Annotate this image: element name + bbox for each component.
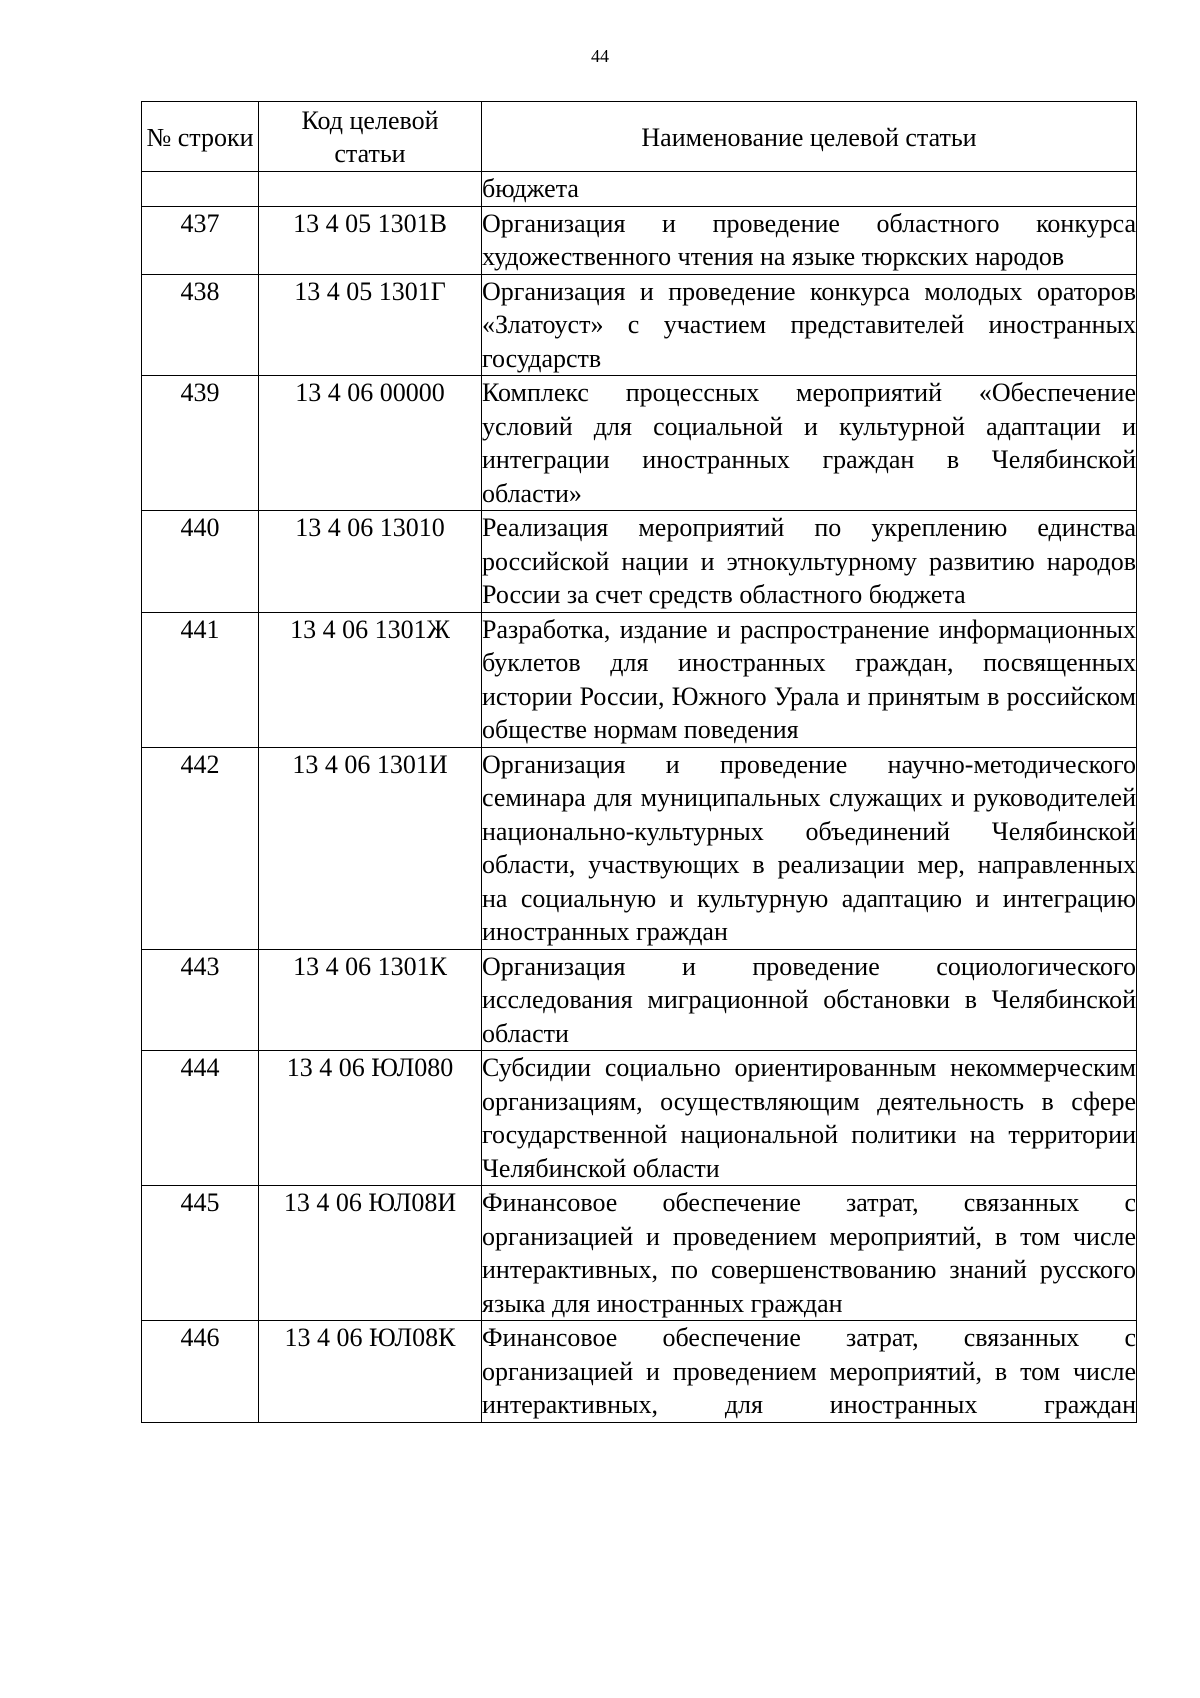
table-row <box>142 747 1137 949</box>
header-code: Код целевой статьи <box>259 102 482 172</box>
code-cell: 13 4 06 00000 <box>259 376 482 511</box>
name-cell <box>482 376 1137 511</box>
table-row <box>142 274 1137 376</box>
name-cell <box>482 274 1137 376</box>
continuation-row <box>142 172 1137 207</box>
page-number: 44 <box>591 46 609 66</box>
name-text: Организация и проведение социологического исследования миграционной обстановки в Челябинской области <box>482 951 1136 1048</box>
table-row <box>142 511 1137 613</box>
name-cell <box>482 206 1137 274</box>
target-articles-table <box>141 101 1137 1423</box>
row-number-cell: 438 <box>142 274 259 376</box>
row-number-cell: 439 <box>142 376 259 511</box>
name-text: Финансовое обеспечение затрат, связанных с организацией и проведением мероприятий, в том числе интерактивных, по совершенствованию знаний русского языка для иностранных граждан <box>482 1188 1136 1318</box>
code-cell: 13 4 05 1301В <box>259 206 482 274</box>
row-number-cell: 443 <box>142 949 259 1051</box>
table-row <box>142 949 1137 1051</box>
name-cell <box>482 1186 1137 1321</box>
name-cell <box>482 1051 1137 1186</box>
code-cell: 13 4 05 1301Г <box>259 274 482 376</box>
table-row <box>142 1186 1137 1321</box>
row-number-cell: 445 <box>142 1186 259 1321</box>
name-text: Организация и проведение научно-методического семинара для муниципальных служащих и руководителей национально-культурных объединений Челябинской области, участвующих в реализации мер, направленных на социальную и культурную адаптацию и интеграцию иностранных граждан <box>482 749 1136 946</box>
row-number-cell: 444 <box>142 1051 259 1186</box>
table-row <box>142 1051 1137 1186</box>
name-cell <box>482 511 1137 613</box>
continued-text: бюджета <box>482 172 1137 207</box>
row-number-cell: 437 <box>142 206 259 274</box>
code-cell: 13 4 06 13010 <box>259 511 482 613</box>
name-text: Организация и проведение конкурса молодых ораторов «Златоуст» с участием представителей иностранных государств <box>482 276 1136 373</box>
name-text: Реализация мероприятий по укреплению единства российской нации и этнокультурному развитию народов России за счет средств областного бюджета <box>482 513 1136 609</box>
table-header-row <box>142 102 1137 172</box>
name-text: Организация и проведение областного конкурса художественного чтения на языке тюркских народов <box>482 208 1136 271</box>
name-text: Комплекс процессных мероприятий «Обеспечение условий для социальной и культурной адаптации и интеграции иностранных граждан в Челябинской области» <box>482 378 1136 508</box>
table-row <box>142 376 1137 511</box>
code-cell: 13 4 06 ЮЛ08К <box>259 1321 482 1423</box>
header-name: Наименование целевой статьи <box>482 102 1137 172</box>
name-cell <box>482 1321 1137 1423</box>
name-text: Финансовое обеспечение затрат, связанных с организацией и проведением мероприятий, в том числе интерактивных, для иностранных граждан <box>482 1323 1136 1419</box>
code-cell: 13 4 06 1301К <box>259 949 482 1051</box>
table-row <box>142 206 1137 274</box>
row-number-cell: 440 <box>142 511 259 613</box>
code-cell: 13 4 06 ЮЛ08И <box>259 1186 482 1321</box>
name-cell <box>482 747 1137 949</box>
row-number-cell: 442 <box>142 747 259 949</box>
code-cell: 13 4 06 1301Ж <box>259 612 482 747</box>
name-text: Разработка, издание и распространение информационных буклетов для иностранных граждан, посвященных истории России, Южного Урала и принятым в российском обществе нормам поведения <box>482 614 1136 744</box>
table-row <box>142 612 1137 747</box>
name-cell <box>482 949 1137 1051</box>
name-cell <box>482 612 1137 747</box>
header-row-number: № строки <box>142 102 259 172</box>
code-cell: 13 4 06 1301И <box>259 747 482 949</box>
row-number-cell: 441 <box>142 612 259 747</box>
table-row <box>142 1321 1137 1423</box>
name-text: Субсидии социально ориентированным некоммерческим организациям, осуществляющим деятельность в сфере государственной национальной политики на территории Челябинской области <box>482 1053 1136 1183</box>
row-number-cell: 446 <box>142 1321 259 1423</box>
code-cell: 13 4 06 ЮЛ080 <box>259 1051 482 1186</box>
